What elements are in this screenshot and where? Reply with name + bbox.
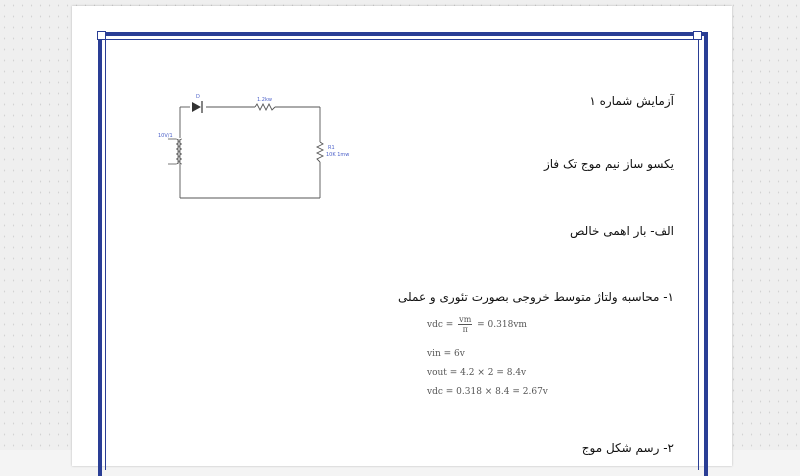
experiment-subtitle: یکسو ساز نیم موج تک فاز [543,157,674,171]
fraction-denominator: π [462,325,468,334]
load-label-2: 10K 1mw [326,152,350,158]
fraction-numerator: vm [459,315,472,324]
resistor-top-label: 1.2kw [257,97,272,103]
resistor-top-icon [255,104,275,110]
circuit-wires [180,107,320,198]
formula-vdc-lhs: vdc = [427,320,454,330]
source-label: 10V/1 [158,133,173,139]
formula-fraction [458,315,472,334]
section-heading: الف- بار اهمی خالص [569,224,674,238]
experiment-title: آزمایش شماره ۱ [589,94,674,108]
diode-icon [192,101,202,113]
diode-label: D [196,94,200,100]
item-2-heading: ۲- رسم شکل موج [581,441,674,455]
formula-vdc-result: vdc = 0.318 × 8.4 = 2.67v [427,387,548,397]
circuit-schematic [72,6,732,226]
resistor-load-icon [317,142,323,162]
formula-vdc [427,315,527,334]
formula-vdc-rhs: = 0.318vm [477,320,527,330]
formula-vin: vin = 6v [427,349,465,359]
transformer-icon [168,139,182,164]
formula-vout: vout = 4.2 × 2 = 8.4v [427,368,527,378]
item-1-heading: ۱- محاسبه ولتاژ متوسط خروجی بصورت تئوری و عملی [398,290,674,304]
load-label-1: R1 [328,145,335,151]
